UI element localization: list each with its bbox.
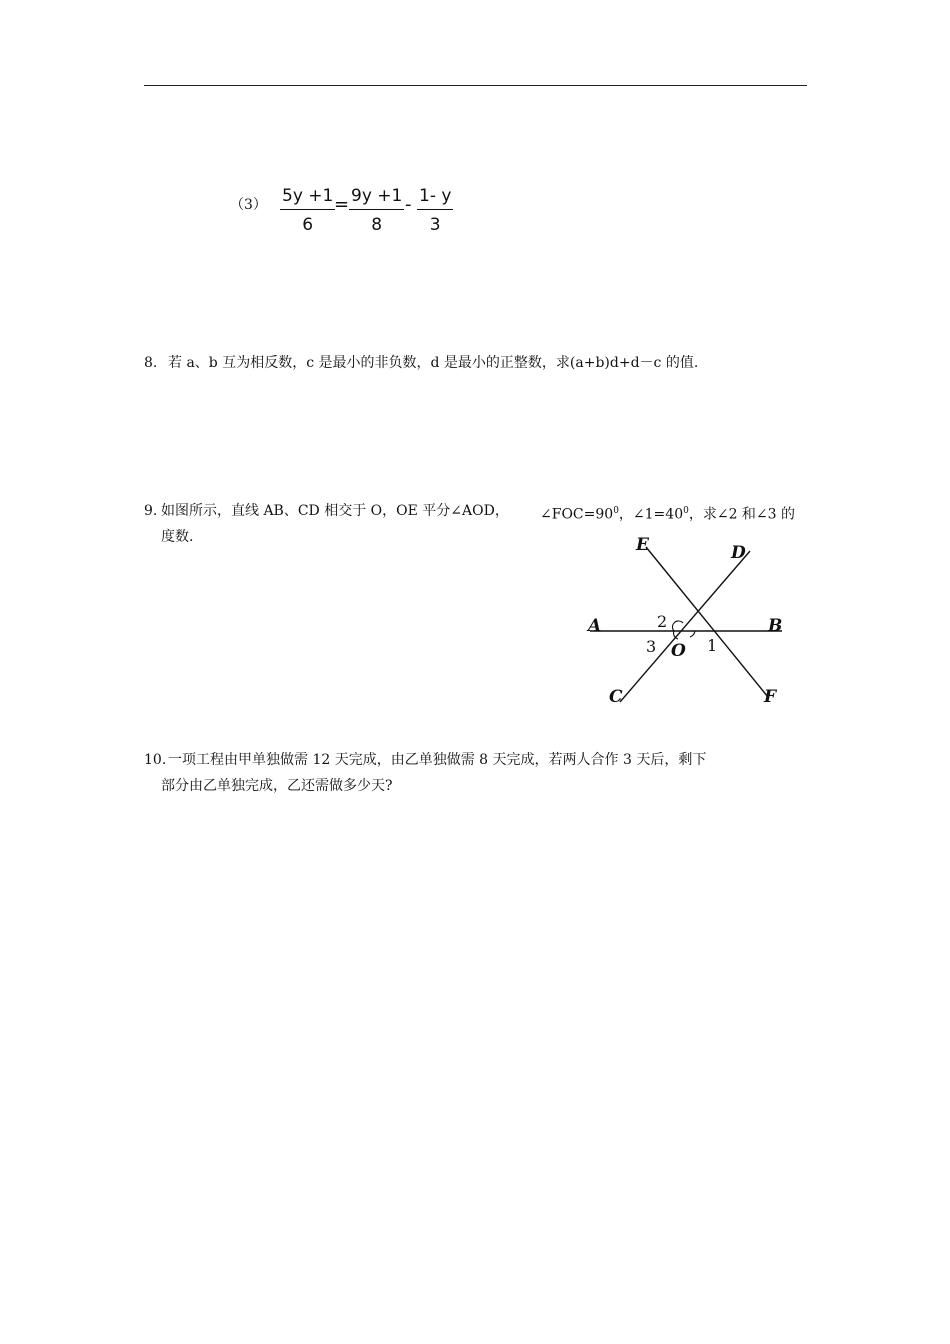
question-10-text-line2: 部分由乙单独完成，乙还需做多少天? <box>161 778 393 794</box>
minus-sign: - <box>405 194 412 215</box>
question-9-text-line2: 度数. <box>161 529 194 545</box>
line-cd <box>620 551 750 702</box>
fraction-left <box>280 186 335 235</box>
label-angle-1: 1 <box>707 636 718 655</box>
label-angle-2: 2 <box>657 612 668 631</box>
fraction-middle-numerator: 9y +1 <box>349 186 404 210</box>
fraction-right-numerator: 1- y <box>417 186 453 210</box>
label-d: D <box>731 543 746 563</box>
header-rule <box>144 85 807 86</box>
question-9-text-right <box>540 498 795 528</box>
angle-1-arc <box>690 631 695 637</box>
fraction-right-denominator: 3 <box>429 215 441 235</box>
geometry-diagram <box>583 530 793 710</box>
question-8-text: 若 a、b 互为相反数，c 是最小的非负数，d 是最小的正整数，求(a+b)d+d－c 的值. <box>168 355 699 371</box>
label-f: F <box>764 687 777 707</box>
degree-sup-2: 0 <box>683 506 689 516</box>
equation-3 <box>230 186 490 238</box>
geometry-diagram-svg <box>583 530 793 710</box>
equation-label: （3） <box>230 197 267 213</box>
label-angle-3: 3 <box>646 637 657 656</box>
question-9-number: 9. <box>144 503 158 519</box>
equals-sign: = <box>334 194 350 215</box>
question-10-number: 10. <box>144 752 167 768</box>
degree-sup-1: 0 <box>613 506 619 516</box>
question-10 <box>144 747 814 799</box>
fraction-middle-denominator: 8 <box>371 215 383 235</box>
angle-2-arc <box>672 621 683 631</box>
label-e: E <box>636 535 649 555</box>
question-9-ask: ，求∠2 和∠3 的 <box>688 506 796 523</box>
question-10-text-line1: 一项工程由甲单独做需 12 天完成，由乙单独做需 8 天完成，若两人合作 3 天后，剩下 <box>168 752 707 768</box>
fraction-right <box>417 186 453 235</box>
question-8-number: 8. <box>144 355 158 371</box>
label-b: B <box>768 616 783 636</box>
question-9-text-left: 如图所示，直线 AB、CD 相交于 O，OE 平分∠AOD， <box>161 503 509 519</box>
label-o: O <box>671 641 686 661</box>
question-8 <box>144 350 814 376</box>
question-9-angle-1: ，∠1=40 <box>618 506 684 523</box>
fraction-left-numerator: 5y +1 <box>280 186 335 210</box>
question-9-angle-foc: ∠FOC=90 <box>540 506 614 523</box>
fraction-left-denominator: 6 <box>302 215 314 235</box>
label-c: C <box>609 687 623 707</box>
label-a: A <box>588 616 602 636</box>
fraction-middle <box>349 186 404 235</box>
